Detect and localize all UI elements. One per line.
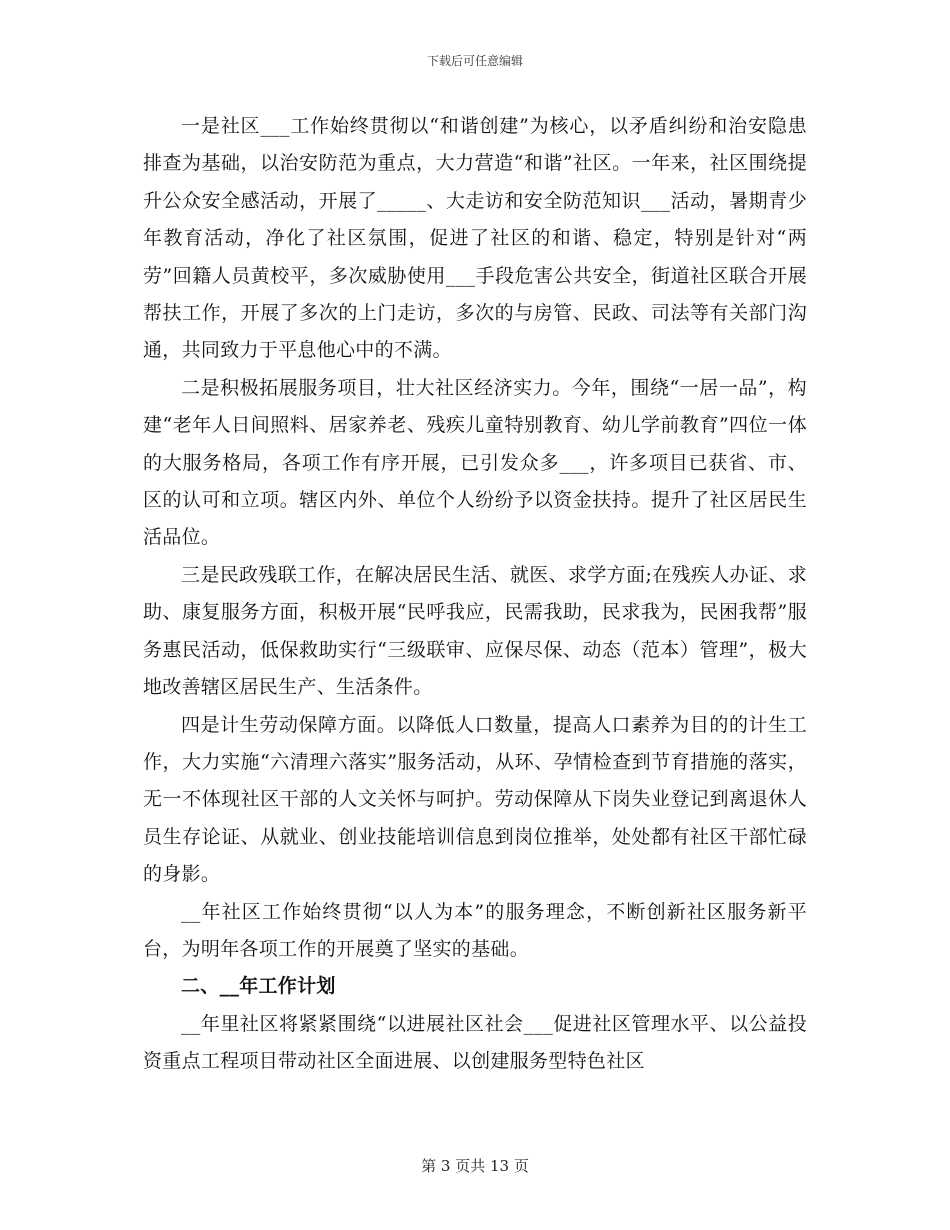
paragraph-service-projects: 二是积极拓展服务项目，壮大社区经济实力。今年，围绕“一居一品”，构建“老年人日间照料、居家养老、残疾儿童特别教育、幼儿学前教育”四位一体的大服务格局，各项工作有序开展，已引发众多___，许多项目已获省、市、区的认可和立项。辖区内外、单位个人纷纷予以资金扶持。提升了社区居民生活品位。 bbox=[143, 376, 807, 549]
section-heading-work-plan: 二、__年工作计划 bbox=[181, 975, 336, 998]
document-body bbox=[143, 108, 807, 1081]
paragraph-summary: __年社区工作始终贯彻“以人为本”的服务理念，不断创新社区服务新平台，为明年各项工作的开展奠了坚实的基础。 bbox=[143, 900, 807, 960]
paragraph-family-planning-labor: 四是计生劳动保障方面。以降低人口数量，提高人口素养为目的的计生工作，大力实施“六清理六落实”服务活动，从环、孕情检查到节育措施的落实，无一不体现社区干部的人文关怀与呵护。劳动保障从下岗失业登记到离退休人员生存论证、从就业、创业技能培训信息到岗位推举，处处都有社区干部忙碌的身影。 bbox=[143, 713, 807, 886]
paragraph-work-plan-intro: __年里社区将紧紧围绕“以进展社区社会___促进社区管理水平、以公益投资重点工程项目带动社区全面进展、以创建服务型特色社区 bbox=[143, 1012, 807, 1073]
page-header: 下载后可任意编辑 bbox=[426, 54, 523, 68]
page-number-footer: 第 3 页共 13 页 bbox=[421, 1157, 529, 1175]
paragraph-community-security: 一是社区___工作始终贯彻以“和谐创建”为核心，以矛盾纠纷和治安隐患排查为基础，以治安防范为重点，大力营造“和谐”社区。一年来，社区围绕提升公众安全感活动，开展了_____、大走访和安全防范知识___活动，暑期青少年教育活动，净化了社区氛围，促进了社区的和谐、稳定，特别是针对“两劳”回籍人员黄校平，多次威胁使用___手段危害公共安全，街道社区联合开展帮扶工作，开展了多次的上门走访，多次的与房管、民政、司法等有关部门沟通，共同致力于平息他心中的不满。 bbox=[143, 115, 807, 362]
paragraph-civil-affairs: 三是民政残联工作，在解决居民生活、就医、求学方面;在残疾人办证、求助、康复服务方面，积极开展“民呼我应，民需我助，民求我为，民困我帮”服务惠民活动，低保救助实行“三级联审、应保尽保、动态（范本）管理”，极大地改善辖区居民生产、生活条件。 bbox=[143, 563, 807, 699]
